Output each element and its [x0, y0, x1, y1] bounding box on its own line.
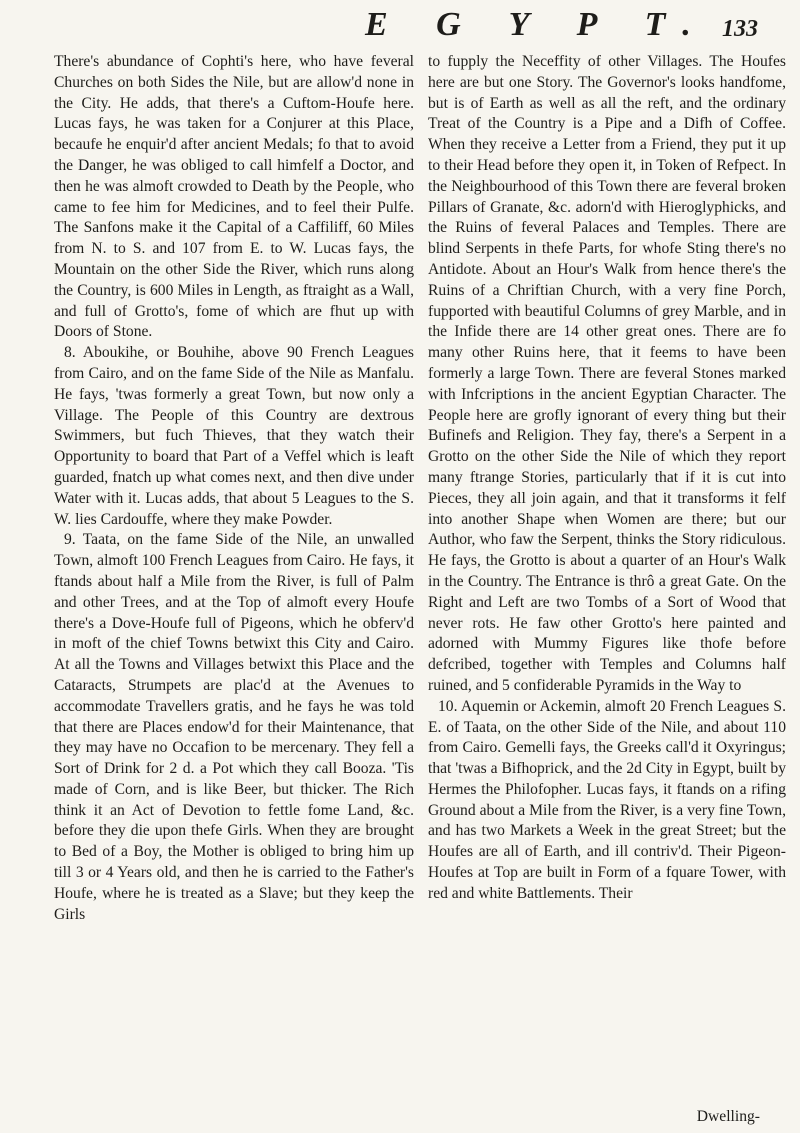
page-number: 133	[722, 16, 758, 42]
left-column	[54, 52, 414, 925]
paragraph: There's abundance of Cophti's here, who have feveral Churches on both Sides the Nile, but are allow'd none in the City. He adds, that there's a Cuftom-Houfe here. Lucas fays, he was taken for a Conjurer at this Place, becaufe he enquir'd after ancient Medals; fo that to avoid the Danger, he was obliged to call himfelf a Doctor, and then he was almoft crowded to Death by the People, who came to fee him for Medicines, and to feel their Pulfe. The Sanfons make it the Capital of a Caffiliff, 60 Miles from N. to S. and 107 from E. to W. Lucas fays, the Mountain on the other Side the River, which runs along the Country, is 600 Miles in Length, as ftraight as a Wall, and full of Grotto's, fome of which are fhut up with Doors of Stone.	[54, 53, 414, 341]
right-column	[428, 52, 786, 905]
paragraph: to fupply the Neceffity of other Villages. The Houfes here are but one Story. The Governor's looks handfome, but is of Earth as well as all the reft, and the ordinary Treat of the Country is a Pipe and a Difh of Coffee. When they receive a Letter from a Friend, they put it up to their Head before they open it, in Token of Refpect. In the Neighbourhood of this Town there are feveral broken Pillars of Granate, &c. adorn'd with Hieroglyphicks, and the Ruins of feveral Palaces and Temples. There are blind Serpents in thefe Parts, for whofe Sting there's no Antidote. About an Hour's Walk from hence there's the Ruins of a Chriftian Church, with a very fine Porch, fupported with beautiful Columns of grey Marble, and in the Infide there are 14 other great ones. There are fo many other Ruins here, that it feems to have been formerly a large Town. There are feveral Stones marked with Infcriptions in the ancient Egyptian Character. The People here are grofly ignorant of every thing but their Bufinefs and Religion. They fay, there's a Serpent in a Grotto on the other Side the Nile of which they report many ftrange Stories, particularly that if it is cut into Pieces, they all join again, and that it transforms it felf into another Shape when Women are there; but our Author, who faw the Serpent, thinks the Story ridiculous. He fays, the Grotto is about a quarter of an Hour's Walk in the Country. The Entrance is thrô a great Gate. On the Right and Left are two Tombs of a Sort of Wood that never rots. He faw other Grotto's here painted and adorned with Mummy Figures like thofe before defcribed, together with Temples and Columns half ruined, and 5 confiderable Pyramids in the Way to	[428, 53, 786, 694]
paragraph: 9. Taata, on the fame Side of the Nile, an unwalled Town, almoft 100 French Leagues from Cairo. He fays, it ftands about half a Mile from the River, is full of Palm and other Trees, and at the Top of almoft every Houfe there's a Dove-Houfe full of Pigeons, which he obferv'd in moft of the chief Towns betwixt this City and Cairo. At all the Towns and Villages betwixt this Place and the Cataracts, Strumpets are plac'd at the Avenues to accommodate Travellers gratis, and he fays he was told that there are Places endow'd for their Maintenance, that they may have no Occafion to be mercenary. They fell a Sort of Drink for 2 d. a Pot which they call Booza. 'Tis made of Corn, and is like Beer, but thicker. The Rich think it an Act of Devotion to fettle fome Land, &c. before they die upon thefe Girls. When they are brought to Bed of a Boy, the Mother is obliged to bring him up till 3 or 4 Years old, and then he is carried to the Father's Houfe, where he is treated as a Slave; but they keep the Girls	[54, 531, 414, 923]
running-title: E G Y P T.	[365, 6, 711, 43]
running-head	[0, 6, 800, 50]
catchword: Dwelling-	[696, 1108, 760, 1125]
paragraph: 10. Aquemin or Ackemin, almoft 20 French Leagues S. E. of Taata, on the other Side of the Nile, and about 110 from Cairo. Gemelli fays, the Greeks call'd it Oxyringus; that 'twas a Bifhoprick, and the 2d City in Egypt, built by Hermes the Philofopher. Lucas fays, it ftands on a rifing Ground about a Mile from the River, is a very fine Town, and has two Markets a Week in the great Street; but the Houfes are all of Earth, and ill contriv'd. Their Pigeon-Houfes at Top are built in Form of a fquare Tower, with red and white Battlements. Their	[428, 697, 786, 902]
paragraph: 8. Aboukihe, or Bouhihe, above 90 French Leagues from Cairo, and on the fame Side of the Nile as Manfalu. He fays, 'twas formerly a great Town, but now only a Village. The People of this Country are dextrous Swimmers, but fuch Thieves, that they watch their Opportunity to board that Part of a Veffel which is leaft guarded, fnatch up what comes next, and then dive under Water with it. Lucas adds, that about 5 Leagues to the S. W. lies Cardouffe, where they make Powder.	[54, 344, 414, 528]
